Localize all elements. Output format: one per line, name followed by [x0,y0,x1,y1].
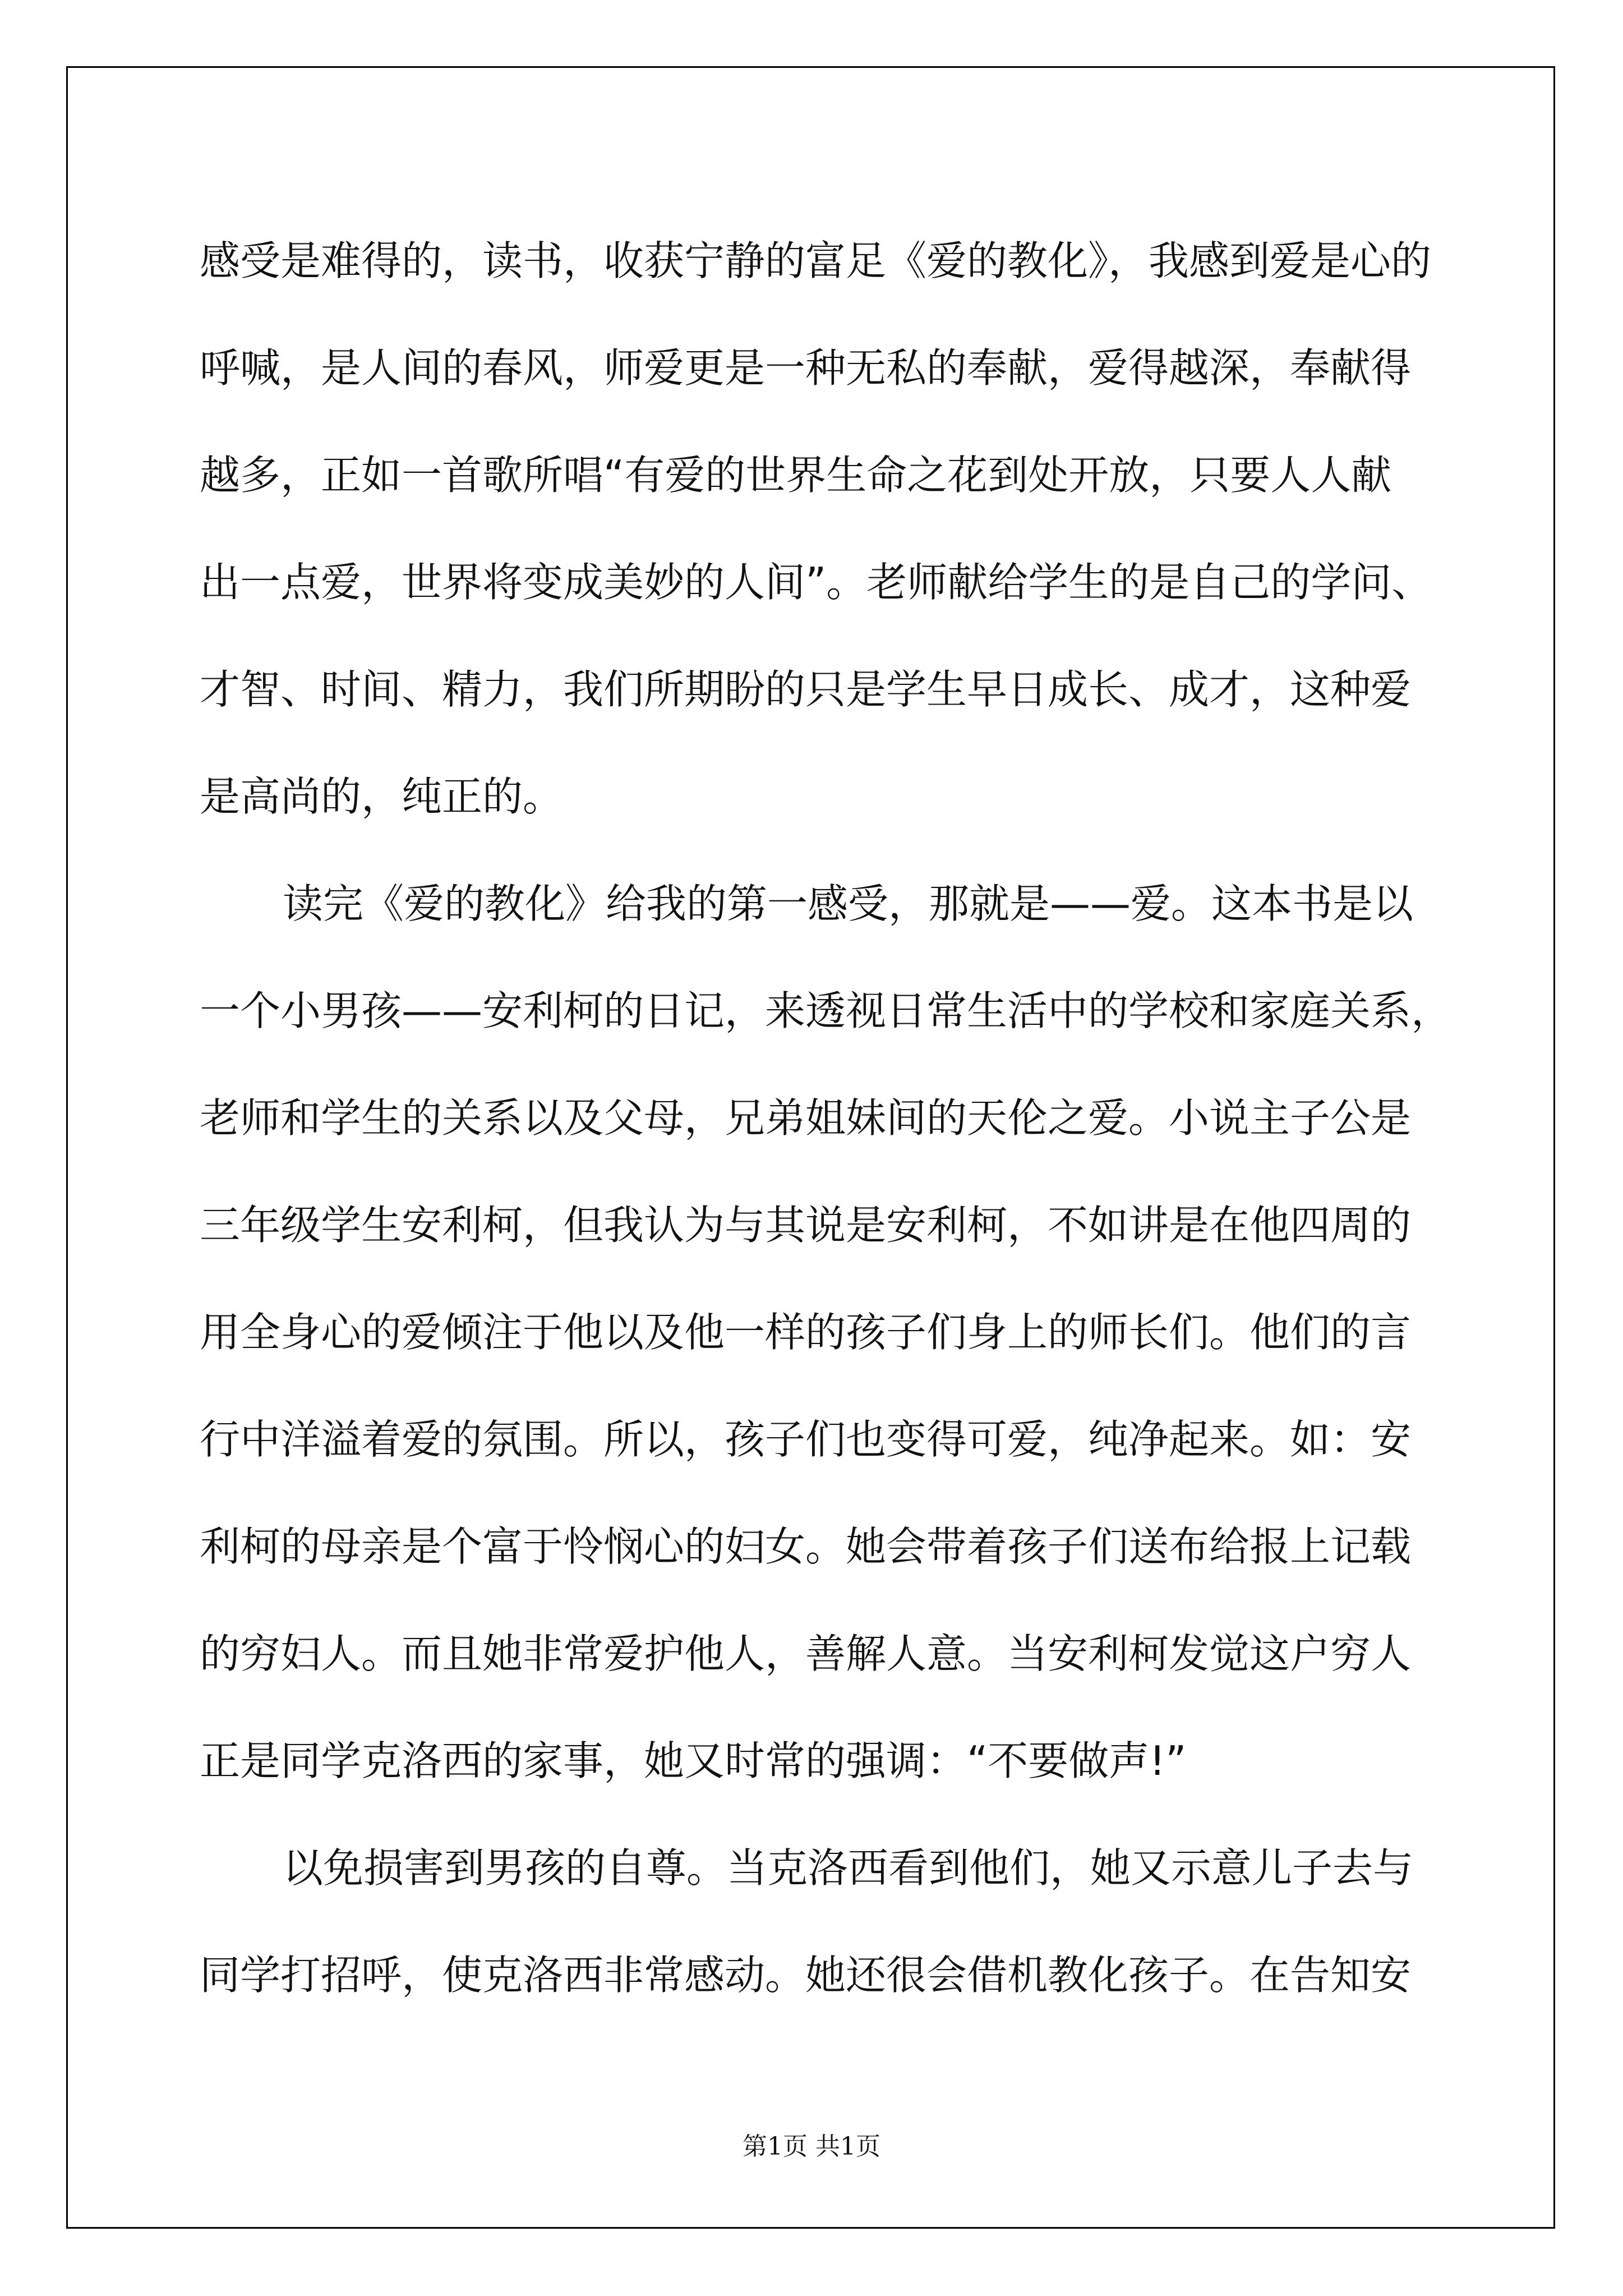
text-line: 正是同学克洛西的家事，她又时常的强调：“不要做声!” [200,1737,1187,1784]
text-line: 是高尚的，纯正的。 [200,773,564,820]
text-line: 的穷妇人。而且她非常爱护他人，善解人意。当安利柯发觉这户穷人 [200,1630,1412,1677]
paragraph-start-line: 读完《爱的教化》给我的第一感受，那就是——爱。这本书是以 [283,880,1414,927]
text-line: 越多，正如一首歌所唱“有爱的世界生命之花到处开放，只要人人献 [200,452,1392,499]
text-line: 呼喊，是人间的春风，师爱更是一种无私的奉献，爱得越深，奉献得 [200,344,1412,392]
text-line: 用全身心的爱倾注于他以及他一样的孩子们身上的师长们。他们的言 [200,1309,1412,1356]
text-line: 一个小男孩——安利柯的日记，来透视日常生活中的学校和家庭关系， [200,987,1452,1034]
text-line: 同学打招呼，使克洛西非常感动。她还很会借机教化孩子。在告知安 [200,1952,1412,1999]
page-footer: 第1页 共1页 [743,2132,880,2161]
text-line: 老师和学生的关系以及父母，兄弟姐妹间的天伦之爱。小说主子公是 [200,1094,1412,1142]
text-line: 利柯的母亲是个富于怜悯心的妇女。她会带着孩子们送布给报上记载 [200,1523,1412,1570]
text-line: 出一点爱，世界将变成美妙的人间”。老师献给学生的是自己的学问、 [200,559,1432,606]
text-line: 感受是难得的，读书，收获宁静的富足《爱的教化》，我感到爱是心的 [200,237,1432,284]
document-body [200,208,1467,2029]
text-line: 三年级学生安利柯，但我认为与其说是安利柯，不如讲是在他四周的 [200,1202,1412,1249]
text-line: 才智、时间、精力，我们所期盼的只是学生早日成长、成才，这种爱 [200,666,1412,713]
text-line: 行中洋溢着爱的氛围。所以，孩子们也变得可爱，纯净起来。如：安 [200,1416,1412,1463]
paragraph-start-line: 以免损害到男孩的自尊。当克洛西看到他们，她又示意儿子去与 [283,1844,1414,1892]
